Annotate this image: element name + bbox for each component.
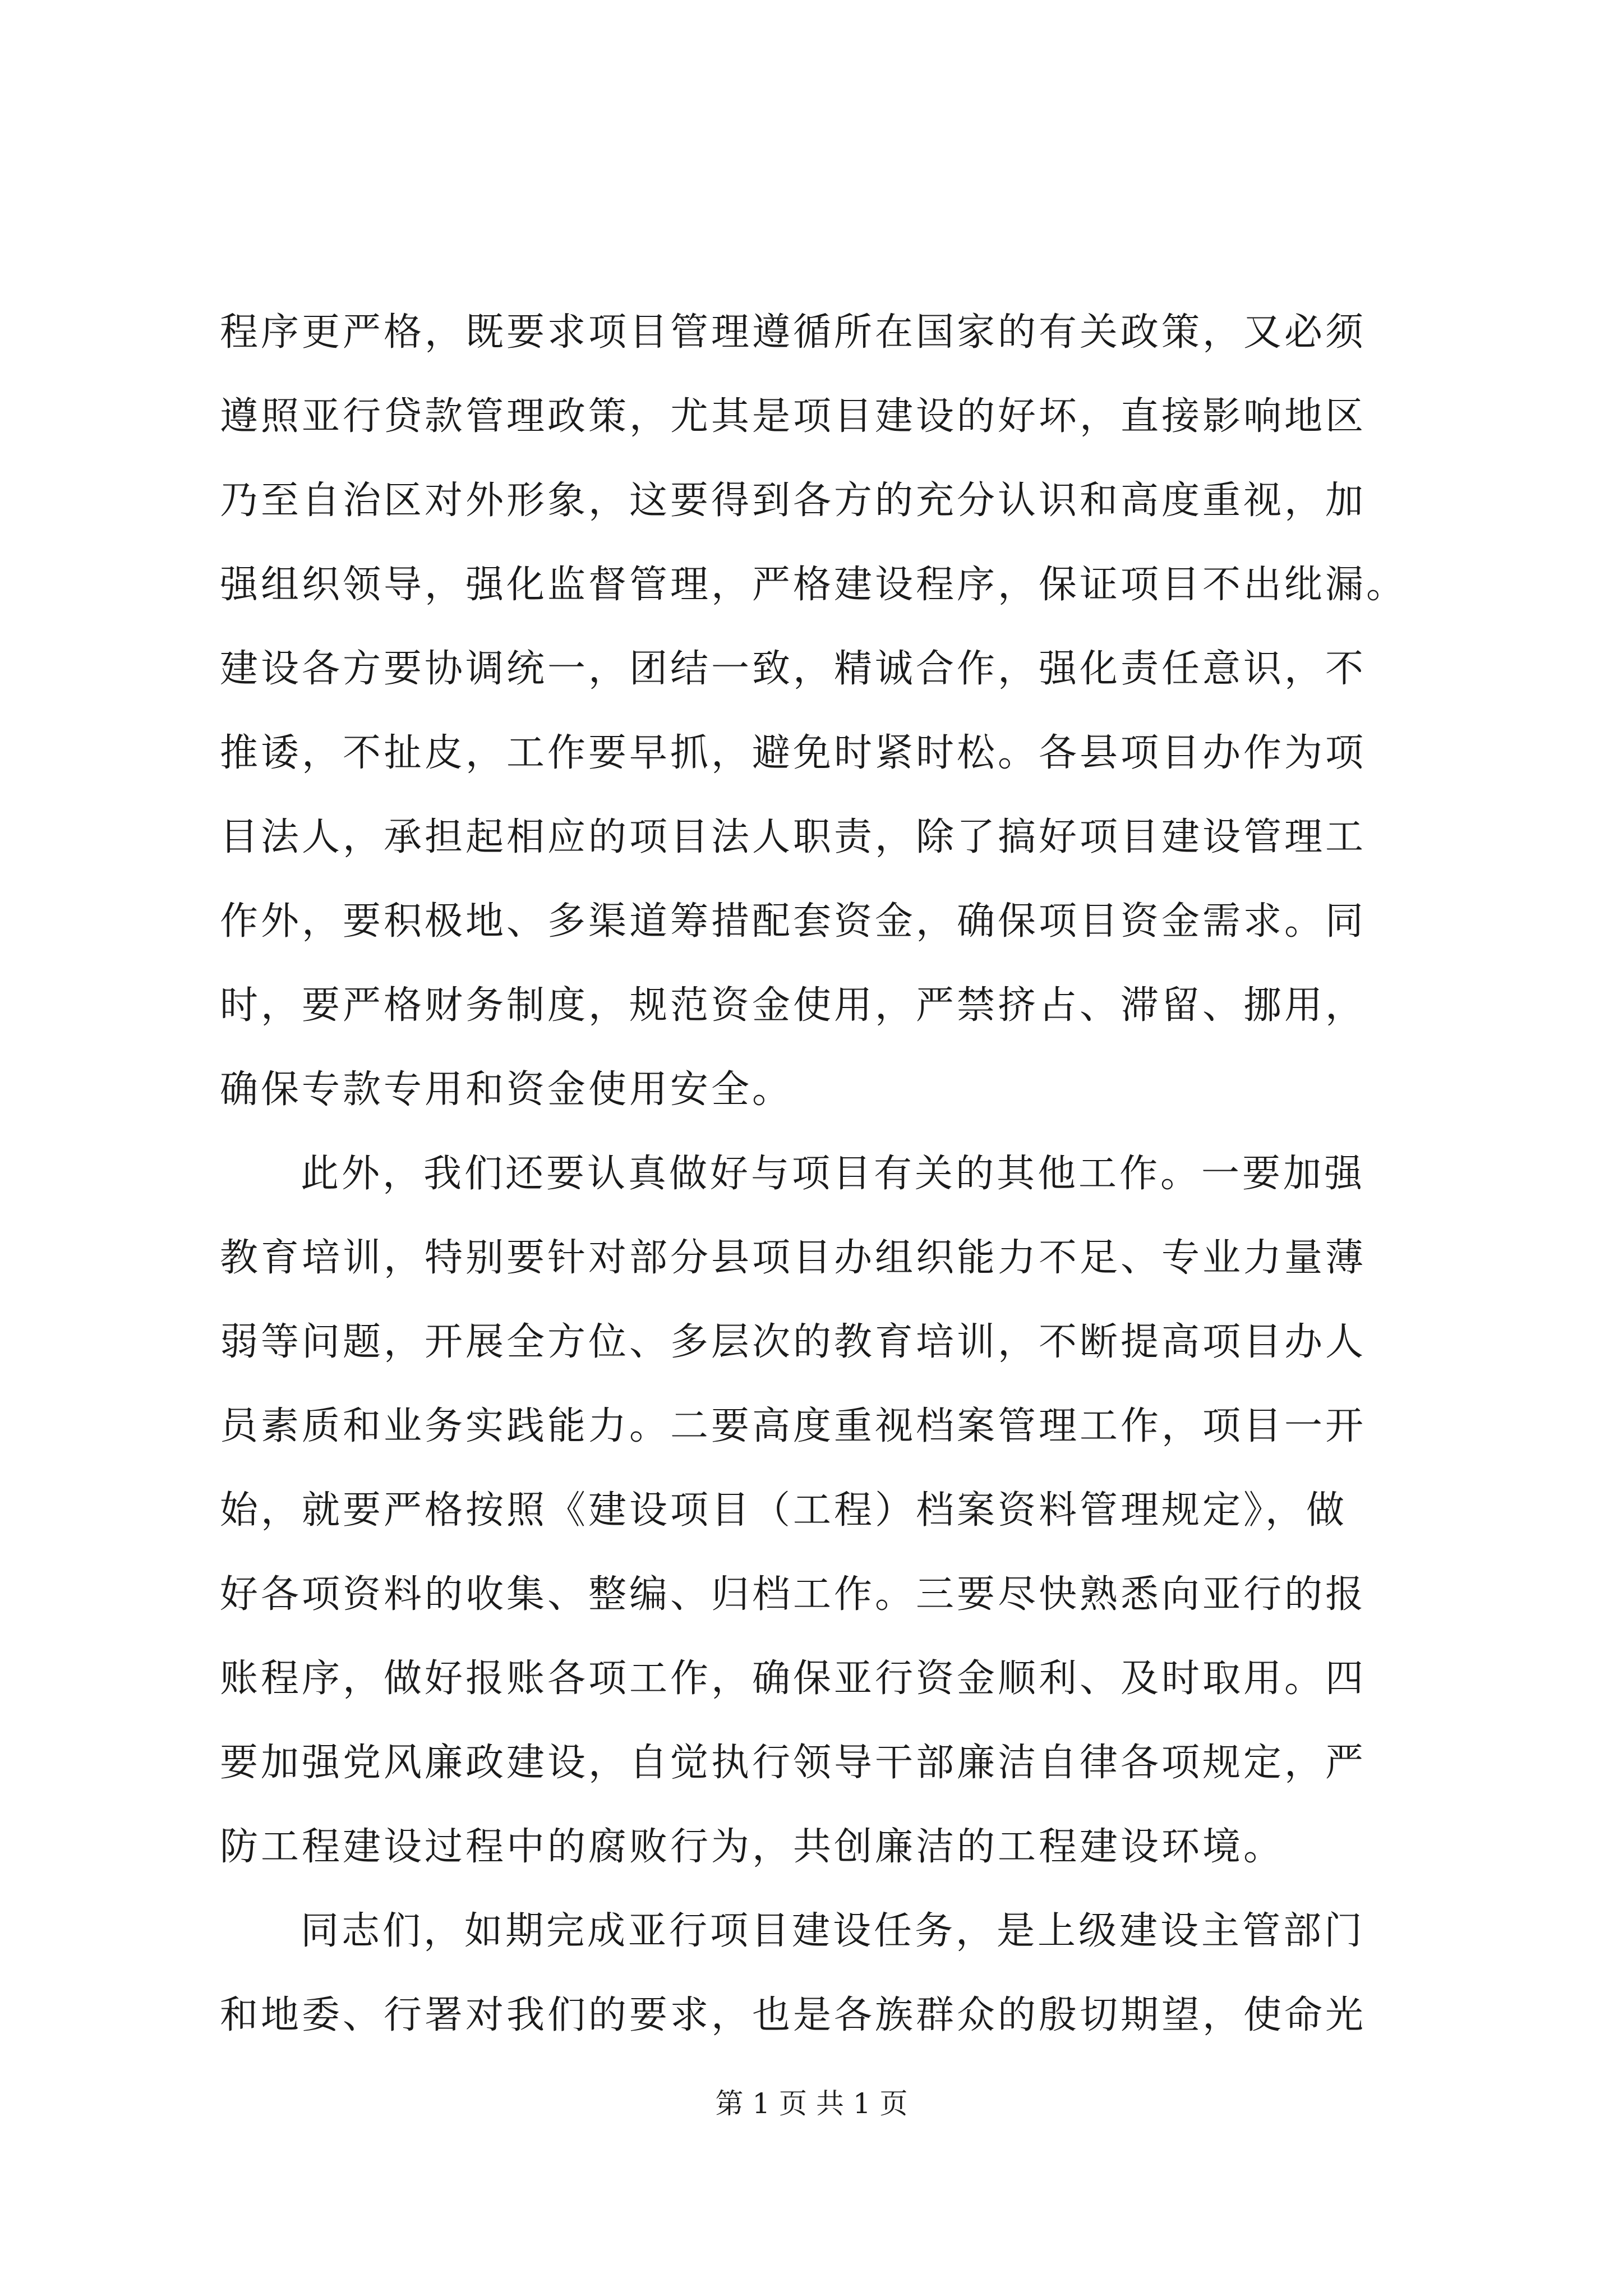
text-line: 和地委、行署对我们的要求，也是各族群众的殷切期望，使命光 [220, 1993, 1367, 2037]
text-line: 建设各方要协调统一，团结一致，精诚合作，强化责任意识，不 [220, 647, 1367, 691]
text-line: 推诿，不扯皮，工作要早抓，避免时紧时松。各县项目办作为项 [220, 731, 1367, 775]
text-line: 始，就要严格按照《建设项目（工程）档案资料管理规定》，做 [220, 1488, 1348, 1533]
text-line: 好各项资料的收集、整编、归档工作。三要尽快熟悉向亚行的报 [220, 1572, 1367, 1617]
paragraph-start-line: 此外，我们还要认真做好与项目有关的其他工作。一要加强 [301, 1152, 1366, 1196]
text-line: 账程序，做好报账各项工作，确保亚行资金顺利、及时取用。四 [220, 1657, 1367, 1701]
text-line: 目法人，承担起相应的项目法人职责，除了搞好项目建设管理工 [220, 815, 1367, 859]
text-line: 时，要严格财务制度，规范资金使用，严禁挤占、滞留、挪用， [220, 983, 1367, 1028]
text-line: 乃至自治区对外形象，这要得到各方的充分认识和高度重视，加 [220, 478, 1367, 523]
text-line: 员素质和业务实践能力。二要高度重视档案管理工作，项目一开 [220, 1404, 1367, 1448]
text-line: 防工程建设过程中的腐败行为，共创廉洁的工程建设环境。 [220, 1825, 1285, 1869]
paragraph-start-line: 同志们，如期完成亚行项目建设任务，是上级建设主管部门 [301, 1909, 1366, 1953]
text-line: 确保专款专用和资金使用安全。 [220, 1068, 794, 1112]
text-line: 要加强党风廉政建设，自觉执行领导干部廉洁自律各项规定，严 [220, 1741, 1367, 1785]
page-footer: 第 1 页 共 1 页 [715, 2087, 908, 2120]
text-line: 教育培训，特别要针对部分县项目办组织能力不足、专业力量薄 [220, 1236, 1367, 1280]
text-line: 作外，要积极地、多渠道筹措配套资金，确保项目资金需求。同 [220, 899, 1367, 944]
text-line: 程序更严格，既要求项目管理遵循所在国家的有关政策，又必须 [220, 310, 1367, 355]
text-line: 强组织领导，强化监督管理，严格建设程序，保证项目不出纰漏。 [220, 563, 1408, 607]
text-line: 遵照亚行贷款管理政策，尤其是项目建设的好坏，直接影响地区 [220, 394, 1367, 439]
text-line: 弱等问题，开展全方位、多层次的教育培训，不断提高项目办人 [220, 1320, 1367, 1364]
